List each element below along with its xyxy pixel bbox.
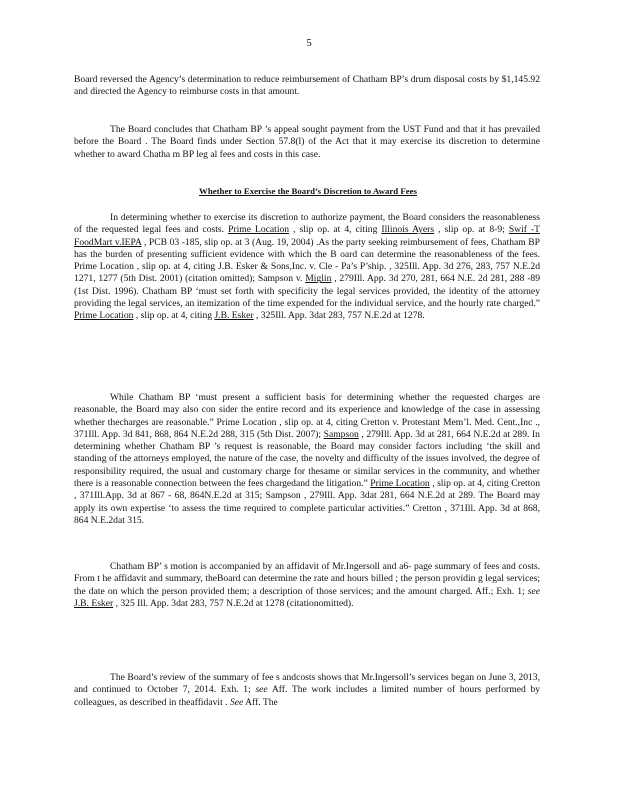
text-run: Chatham BP’ s motion is accompanied by an affidavit of Mr.Ingersoll and a6- page summary of fees and costs. From t he affidavit and summary, theBoard can determine the rate and hours billed ; the person providin g legal services; the date on which the person provided them; a description of those services; and the amount charged. Aff.; Exh. 1; — [74, 561, 540, 597]
case-citation: Sampson — [323, 428, 359, 440]
signal-word: see — [527, 585, 540, 597]
text-run: , 325 Ill. App. 3dat 283, 757 N.E.2d at 1278 (citationomitted). — [113, 597, 354, 609]
text-run: While Chatham BP ‘must present a sufficient basis for determining whether the requested charges are reasonable, the Board may also con sider the entire record and its experience and knowledge of the case in assessing whether thecharges are reasonable.” Prime Location , slip op. at 4, citing Cretton v. Protestant Mem’l. Med. Cent.,Inc ., 371Ill. App. 3d 841, 868, 864 N.E.2d 288, 315 (5th Dist. 2007); — [74, 392, 540, 440]
signal-word: see — [255, 684, 268, 696]
text-run: Board reversed the Agency’s determination to reduce reimbursement of Chatham BP’s drum disposal costs by $1,145.92 and directed the Agency to reimburse costs in that amount. — [74, 74, 540, 98]
signal-word: See — [229, 696, 244, 708]
paragraph-sufficient-basis — [74, 392, 540, 527]
case-citation: Prime Location — [74, 310, 134, 322]
case-citation: Prime Location — [228, 224, 290, 236]
text-run: , PCB 03 -185, slip op. at 3 (Aug. 19, 2004) .As the party seeking reimbursement of fees, Chatham BP has the burden of presenting sufficient evidence with which the B oard can determine the reasonableness of the fees. Prime Location , slip op. at 4, citing J.B. Esker & Sons,Inc. v. Cle - Pa’s P’ship. , 325Ill. App. 3d 276, 283, 757 N.E.2d 1271, 1277 (5th Dist. 2001) (citation omitted); Sampson v. — [74, 236, 540, 285]
case-citation: J.B. Esker — [214, 310, 254, 322]
text-run: , slip op. at 8-9; — [434, 224, 509, 236]
paragraph-reasonableness — [74, 212, 540, 323]
text-run: The Board concludes that Chatham BP ’s appeal sought payment from the UST Fund and that it has prevailed before the Board . The Board finds under Section 57.8(l) of the Act that it may exercise its discretion to determine whether to award Chatha m BP leg al fees and costs in this case. — [74, 124, 540, 160]
case-citation: Miglin — [305, 273, 332, 285]
text-run: Aff. The — [243, 696, 278, 708]
text-run: Aff. The work includes a limited number of hours performed by colleagues, as described in theaffidavit . — [74, 684, 541, 708]
paragraph-board-concludes — [74, 124, 540, 161]
section-heading: Whether to Exercise the Board’s Discretion to Award Fees — [199, 186, 417, 196]
paragraph-summary-review — [74, 672, 540, 709]
case-citation: Prime Location — [370, 478, 430, 490]
text-run: , slip op. at 4, citing — [133, 310, 215, 322]
text-run: , 279Ill. App. 3d at 281, 664 N.E.2d at 289. In determining whether Chatham BP ’s request is reasonable, the Board may consider factors including ‘the skill and standing of the attorneys employed, the nature of the case, the novelty and difficulty of the issues involved, the degree of responsibility required, the usual and customary charge for thesame or similar services in the community, and whether there is a reasonable connection between the fees chargedand the litigation.” — [74, 428, 540, 490]
case-citation: Illinois Ayers — [381, 224, 435, 236]
text-run: , 279Ill. App. 3d 270, 281, 664 N.E. 2d 281, 288 -89 (1st Dist. 1996). Chatham BP ‘must set forth with specificity the legal services provided, the identity of the attorney providing the legal services, an itemization of the time expended for the individual service, and the hourly rate charged.” — [74, 273, 540, 310]
paragraph-drum-disposal — [74, 74, 540, 99]
case-citation: J.B. Esker — [74, 597, 114, 609]
text-run: , slip op. at 4, citing — [289, 224, 382, 236]
text-run: In determining whether to exercise its discretion to authorize payment, the Board considers the reasonableness of the requested legal fees and costs. — [74, 212, 540, 236]
paragraph-motion-affidavit — [74, 561, 540, 610]
text-run: , slip op. at 4, citing Cretton , 371Ill.App. 3d at 867 - 68, 864N.E.2d at 315; Sampson , 279Ill. App. 3dat 281, 664 N.E.2d at 289. The Board may apply its own expertise ‘to assess the time required to complete particular activities.” Cretton , 371Ill. App. 3d at 868, 864 N.E.2dat 315. — [74, 478, 540, 526]
text-run: , 325Ill. App. 3dat 283, 757 N.E.2d at 1278. — [253, 310, 425, 322]
page-number: 5 — [306, 37, 312, 49]
text-run: The Board’s review of the summary of fee s andcosts shows that Mr.Ingersoll’s services began on June 3, 2013, and continued to October 7, 2014. Exh. 1; — [74, 672, 540, 696]
case-citation: Swif -T FoodMart v.IEPA — [74, 224, 541, 248]
